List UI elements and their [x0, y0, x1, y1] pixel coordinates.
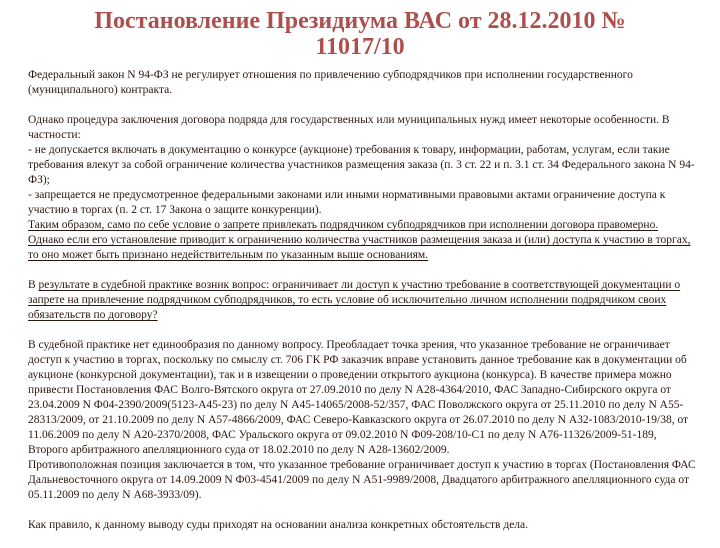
- paragraph-prefix: В: [28, 279, 39, 291]
- slide-body: [0, 68, 720, 533]
- paragraph: [28, 68, 696, 98]
- paragraph-text: В судебной практике нет единообразия по данному вопросу. Преобладает точка зрения, что указанное требование не ограничивает доступ к участию в торгах, поскольку по смыслу ст. 706 ГК РФ заказчик вправе установить данное требование как в документации об аукционе (конкурсной документации), так и в извещении о проведении открытого аукциона (конкурса). В качестве примера можно привести Постановления ФАС Волго-Вятского округа от 27.09.2010 по делу N А28-4364/2010, ФАС Западно-Сибирского округа от 23.04.2009 N Ф04-2390/2009(5123-А45-23) по делу N А45-14065/2008-52/357, ФАС Поволжского округа от 25.11.2010 по делу N А55-28313/2009, от 21.10.2009 по делу N А57-4866/2009, ФАС Северо-Кавказского округа от 26.07.2010 по делу N А32-1083/2010-19/38, от 11.06.2009 по делу N А20-2370/2008, ФАС Уральского округа от 09.02.2010 N Ф09-208/10-С1 по делу N А76-11326/2009-51-189, Второго арбитражного апелляционного суда от 18.02.2010 по делу N А28-13602/2009.: [28, 339, 689, 456]
- paragraph-text: результате в судебной практике возник вопрос: ограничивает ли доступ к участию требование в соответствующей документации о запрете на привлечение подрядчиком субподрядчиков, то есть условие об исключительно личном исполнении подрядчиком своих обязательств по договору?: [28, 279, 681, 321]
- paragraph-text: Федеральный закон N 94-ФЗ не регулирует отношения по привлечению субподрядчиков при исполнении государственного (муниципального) контракта.: [28, 69, 633, 96]
- slide: [0, 8, 720, 548]
- paragraph: [28, 143, 696, 188]
- paragraph-text: Противоположная позиция заключается в том, что указанное требование ограничивает доступ к участию в торгах (Постановления ФАС Дальневосточного округа от 14.09.2009 N Ф03-4541/2009 по делу N А51-9989/2008, Двадцатого арбитражного апелляционного суда от 05.11.2009 по делу N А68-3933/09).: [28, 459, 696, 501]
- paragraph-text: Таким образом, само по себе условие о запрете привлекать подрядчиком субподрядчиков при исполнении договора правомерно. Однако если его установление приводит к ограничению количества участников размещения заказа и (или) доступа к участию в торгах, то оно может быть признано недействительным по указанным выше основаниям.: [28, 219, 691, 261]
- paragraph-text: - запрещается не предусмотренное федеральными законами или иными нормативными правовыми актами ограничение доступа к участию в торгах (п. 2 ст. 17 Закона о защите конкуренции).: [28, 189, 666, 216]
- slide-title: Постановление Президиума ВАС от 28.12.2010 № 11017/10: [94, 8, 626, 60]
- paragraph: [28, 113, 696, 143]
- paragraph: [28, 278, 696, 323]
- paragraph-text: - не допускается включать в документацию о конкурсе (аукционе) требования к товару, информации, работам, услугам, если такие требования влекут за собой ограничение количества участников размещения заказа (п. 3 ст. 22 и п. 3.1 ст. 34 Федерального закона N 94-ФЗ);: [28, 144, 695, 186]
- paragraph-text: Однако процедура заключения договора подряда для государственных или муниципальных нужд имеет некоторые особенности. В частности:: [28, 114, 670, 141]
- paragraph: [28, 188, 696, 218]
- paragraph: [28, 458, 696, 503]
- paragraph: [28, 518, 696, 533]
- paragraph: [28, 218, 696, 263]
- paragraph: [28, 338, 696, 458]
- paragraph-text: Как правило, к данному выводу суды приходят на основании анализа конкретных обстоятельств дела.: [28, 519, 529, 531]
